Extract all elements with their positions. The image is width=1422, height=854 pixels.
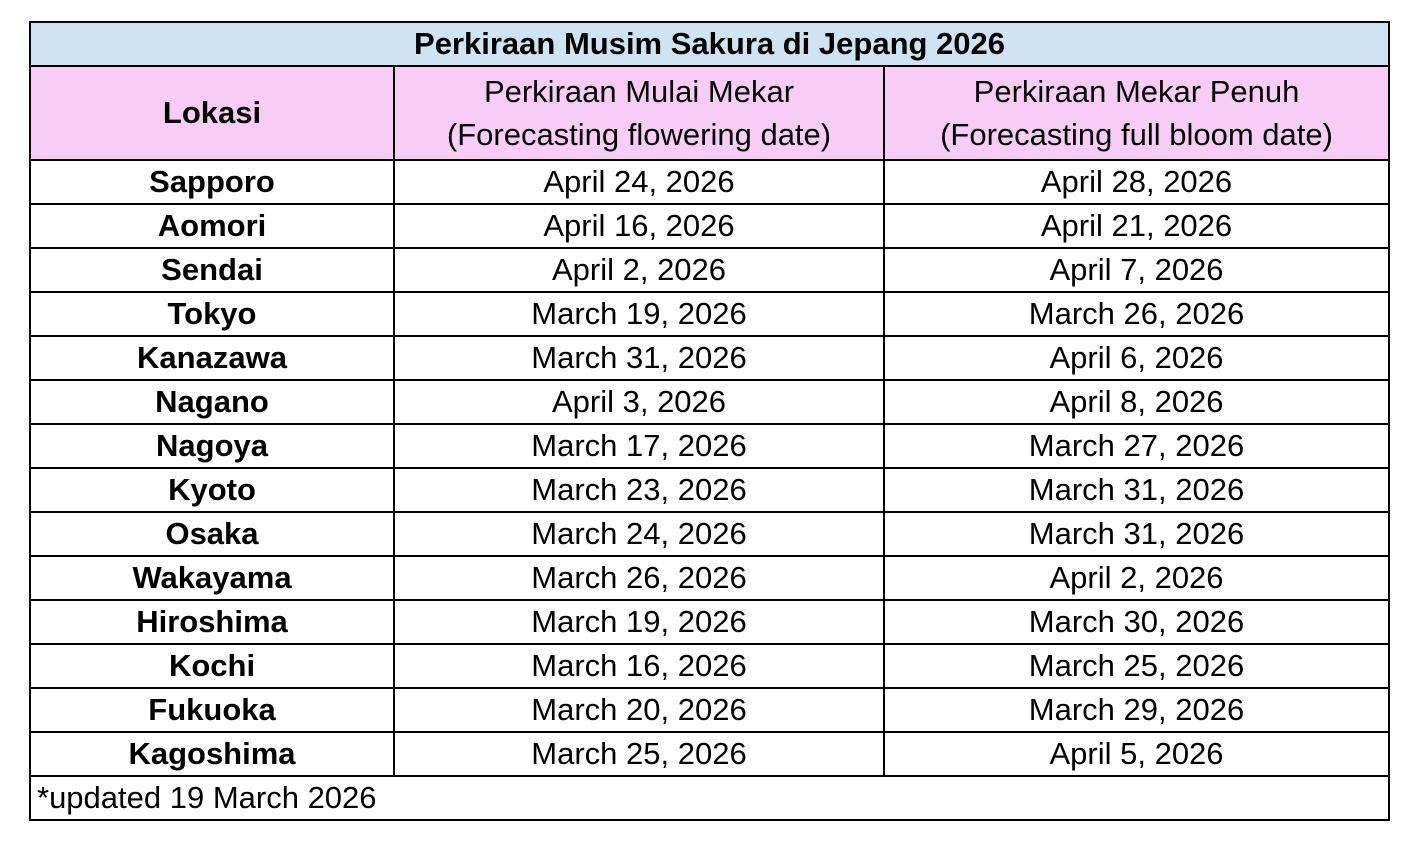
- cell-full-bloom-date: April 21, 2026: [884, 204, 1389, 248]
- cell-start-date: April 24, 2026: [394, 160, 884, 204]
- cell-start-date: March 20, 2026: [394, 688, 884, 732]
- table-row: [30, 600, 1389, 644]
- table-row: [30, 292, 1389, 336]
- cell-start-date: April 16, 2026: [394, 204, 884, 248]
- cell-location: Fukuoka: [30, 688, 394, 732]
- cell-location: Nagoya: [30, 424, 394, 468]
- cell-start-date: March 19, 2026: [394, 600, 884, 644]
- cell-start-date: March 19, 2026: [394, 292, 884, 336]
- cell-location: Kochi: [30, 644, 394, 688]
- cell-full-bloom-date: April 28, 2026: [884, 160, 1389, 204]
- cell-full-bloom-date: March 31, 2026: [884, 468, 1389, 512]
- cell-full-bloom-date: April 8, 2026: [884, 380, 1389, 424]
- table-row: [30, 512, 1389, 556]
- cell-start-date: March 23, 2026: [394, 468, 884, 512]
- cell-full-bloom-date: April 6, 2026: [884, 336, 1389, 380]
- cell-location: Kyoto: [30, 468, 394, 512]
- cell-full-bloom-date: April 7, 2026: [884, 248, 1389, 292]
- sakura-forecast-table: [29, 21, 1390, 821]
- cell-start-date: March 31, 2026: [394, 336, 884, 380]
- header-start-line-2: (Forecasting flowering date): [446, 117, 832, 152]
- cell-start-date: April 3, 2026: [394, 380, 884, 424]
- cell-start-date: March 24, 2026: [394, 512, 884, 556]
- cell-full-bloom-date: March 26, 2026: [884, 292, 1389, 336]
- cell-full-bloom-date: March 31, 2026: [884, 512, 1389, 556]
- header-full-line-1: Perkiraan Mekar Penuh: [973, 74, 1300, 109]
- cell-location: Aomori: [30, 204, 394, 248]
- table-title: Perkiraan Musim Sakura di Jepang 2026: [30, 22, 1389, 66]
- header-full-line-2: (Forecasting full bloom date): [940, 117, 1333, 152]
- table-row: [30, 556, 1389, 600]
- cell-start-date: March 25, 2026: [394, 732, 884, 776]
- cell-start-date: March 16, 2026: [394, 644, 884, 688]
- table-row: [30, 204, 1389, 248]
- cell-full-bloom-date: March 30, 2026: [884, 600, 1389, 644]
- table-row: [30, 468, 1389, 512]
- cell-location: Kanazawa: [30, 336, 394, 380]
- cell-start-date: March 17, 2026: [394, 424, 884, 468]
- footnote: *updated 19 March 2026: [30, 776, 1389, 820]
- title-row: [30, 22, 1389, 66]
- cell-location: Sapporo: [30, 160, 394, 204]
- table-row: [30, 688, 1389, 732]
- footnote-row: [30, 776, 1389, 820]
- table-row: [30, 380, 1389, 424]
- cell-location: Kagoshima: [30, 732, 394, 776]
- cell-full-bloom-date: March 27, 2026: [884, 424, 1389, 468]
- table-row: [30, 424, 1389, 468]
- header-start-date: [394, 66, 884, 160]
- cell-location: Sendai: [30, 248, 394, 292]
- header-row: [30, 66, 1389, 160]
- table-row: [30, 248, 1389, 292]
- table-row: [30, 336, 1389, 380]
- table-row: [30, 160, 1389, 204]
- cell-location: Nagano: [30, 380, 394, 424]
- table-row: [30, 644, 1389, 688]
- cell-full-bloom-date: April 5, 2026: [884, 732, 1389, 776]
- cell-start-date: April 2, 2026: [394, 248, 884, 292]
- cell-full-bloom-date: March 25, 2026: [884, 644, 1389, 688]
- cell-location: Osaka: [30, 512, 394, 556]
- table-body: [30, 160, 1389, 776]
- header-location: Lokasi: [30, 66, 394, 160]
- header-full-bloom-date: [884, 66, 1389, 160]
- cell-location: Wakayama: [30, 556, 394, 600]
- cell-location: Hiroshima: [30, 600, 394, 644]
- cell-start-date: March 26, 2026: [394, 556, 884, 600]
- table-row: [30, 732, 1389, 776]
- cell-location: Tokyo: [30, 292, 394, 336]
- cell-full-bloom-date: April 2, 2026: [884, 556, 1389, 600]
- cell-full-bloom-date: March 29, 2026: [884, 688, 1389, 732]
- header-start-line-1: Perkiraan Mulai Mekar: [483, 74, 795, 109]
